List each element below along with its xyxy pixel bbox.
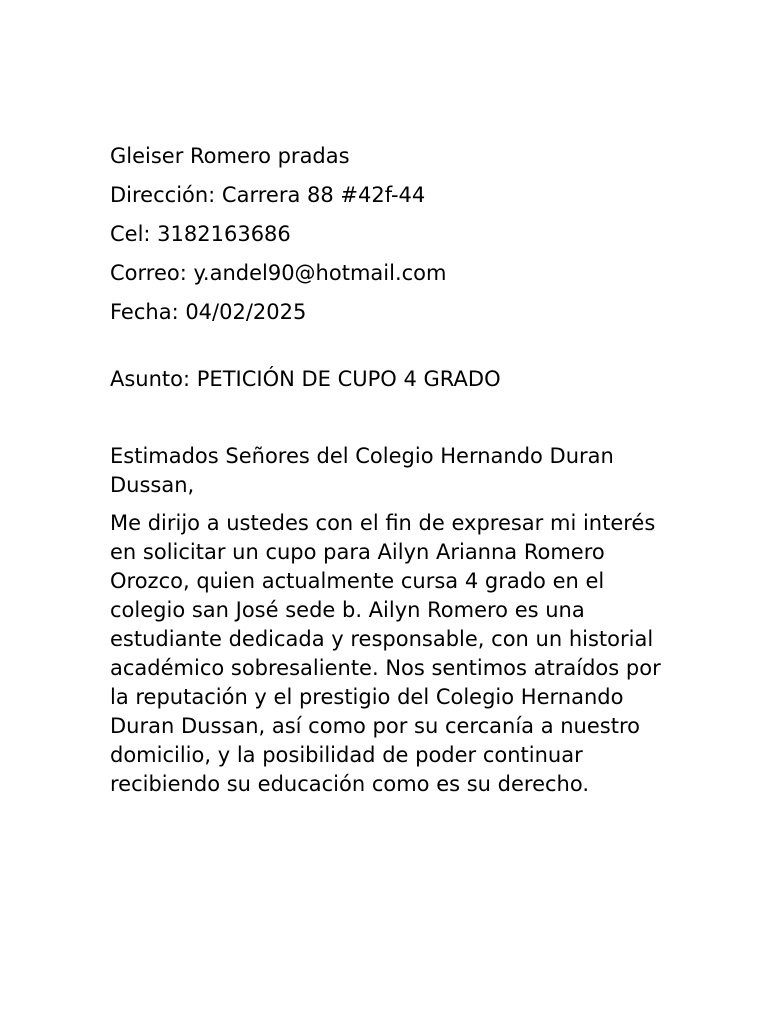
letter-salutation: Estimados Señores del Colegio Hernando Duran Dussan, (110, 444, 614, 497)
letter-body: Me dirijo a ustedes con el fin de expresar mi interés en solicitar un cupo para Ailyn Arianna Romero Orozco, quien actualmente cursa 4 grado en el colegio san José sede b. Ailyn Romero es una estudiante dedicada y responsable, con un historial académico sobresaliente. Nos sentimos atraídos por la reputación y el prestigio del Colegio Hernando Duran Dussan, así como por su cercanía a nuestro domicilio, y la posibilidad de poder continuar recibiendo su educación como es su derecho. (110, 511, 661, 796)
sender-address: Dirección: Carrera 88 #42f-44 (110, 183, 426, 207)
sender-phone: Cel: 3182163686 (110, 222, 291, 246)
sender-name: Gleiser Romero pradas (110, 144, 350, 168)
letter-subject: Asunto: PETICIÓN DE CUPO 4 GRADO (110, 367, 501, 391)
sender-email: Correo: y.andel90@hotmail.com (110, 261, 447, 285)
letter-date: Fecha: 04/02/2025 (110, 300, 307, 324)
letter (110, 142, 662, 799)
